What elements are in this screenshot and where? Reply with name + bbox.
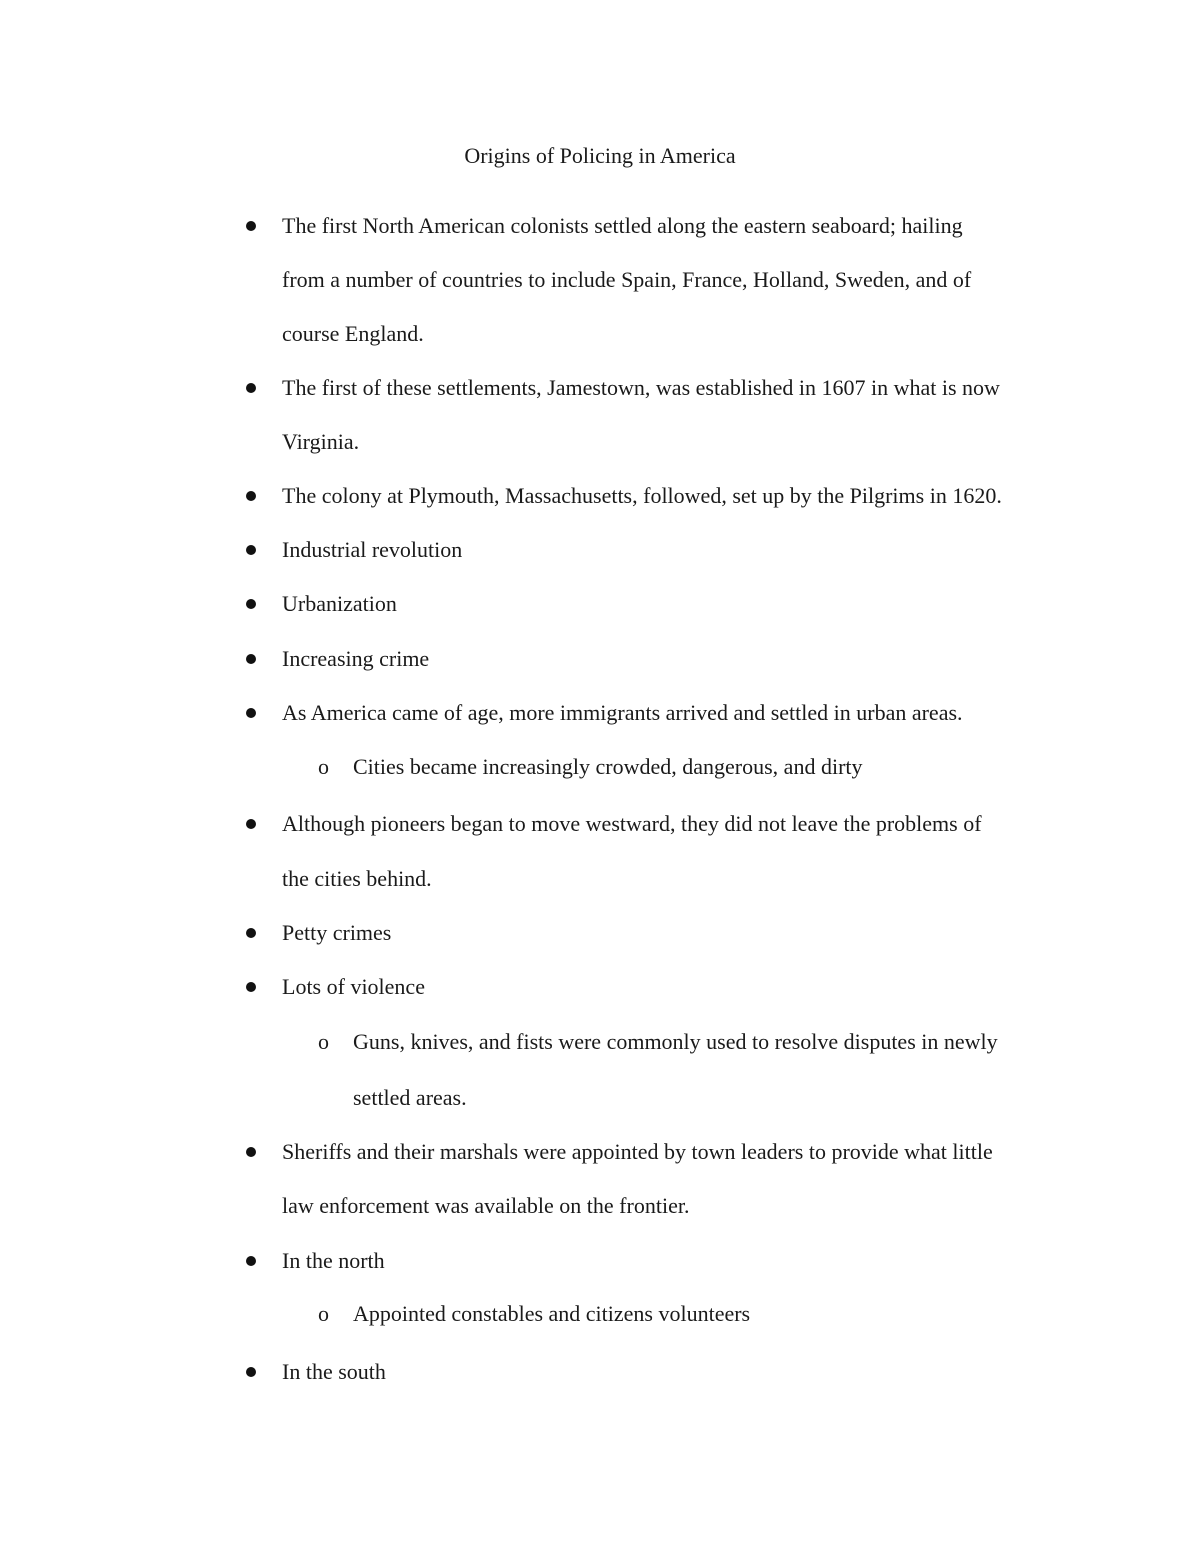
sub-bullet-marker: o [318, 754, 329, 779]
sub-list-item-line: Cities became increasingly crowded, dangerous, and dirty [353, 754, 863, 779]
sub-bullet-marker: o [318, 1029, 329, 1054]
sub-list-item-line: Guns, knives, and fists were commonly used to resolve disputes in newly [353, 1029, 998, 1054]
list-item-line: Increasing crime [282, 646, 430, 671]
bullet-icon [246, 383, 256, 393]
list-item-line: Urbanization [282, 591, 397, 616]
list-item-line: from a number of countries to include Spain, France, Holland, Sweden, and of [282, 267, 972, 292]
sub-list-item-line: settled areas. [353, 1085, 467, 1110]
list-item-line: Lots of violence [282, 974, 425, 999]
bullet-icon [246, 491, 256, 501]
bullet-icon [246, 599, 256, 609]
list-item-line: Sheriffs and their marshals were appointed by town leaders to provide what little [282, 1139, 993, 1164]
list-item-line: course England. [282, 321, 424, 346]
sub-bullet-marker: o [318, 1301, 329, 1326]
bullet-icon [246, 221, 256, 231]
sub-list-item-line: Appointed constables and citizens volunteers [353, 1301, 751, 1326]
bullet-icon [246, 654, 256, 664]
bullet-icon [246, 1147, 256, 1157]
bullet-icon [246, 1256, 256, 1266]
list-item-line: The first of these settlements, Jamestown, was established in 1607 in what is now [282, 375, 1000, 400]
bullet-icon [246, 819, 256, 829]
bullet-icon [246, 708, 256, 718]
list-item-line: Industrial revolution [282, 537, 463, 562]
list-item-line: In the south [282, 1359, 386, 1384]
bullet-icon [246, 545, 256, 555]
page-title: Origins of Policing in America [464, 143, 736, 168]
list-item-line: As America came of age, more immigrants arrived and settled in urban areas. [282, 700, 963, 725]
list-item-line: law enforcement was available on the frontier. [282, 1193, 690, 1218]
list-item-line: In the north [282, 1248, 385, 1273]
bullet-icon [246, 928, 256, 938]
list-item-line: Although pioneers began to move westward, they did not leave the problems of [282, 811, 982, 836]
list-item-line: Virginia. [282, 429, 360, 454]
list-item-line: The first North American colonists settled along the eastern seaboard; hailing [282, 213, 963, 238]
list-item-line: Petty crimes [282, 920, 392, 945]
bullet-icon [246, 982, 256, 992]
list-item-line: The colony at Plymouth, Massachusetts, followed, set up by the Pilgrims in 1620. [282, 483, 1002, 508]
list-item-line: the cities behind. [282, 866, 432, 891]
bullet-icon [246, 1367, 256, 1377]
